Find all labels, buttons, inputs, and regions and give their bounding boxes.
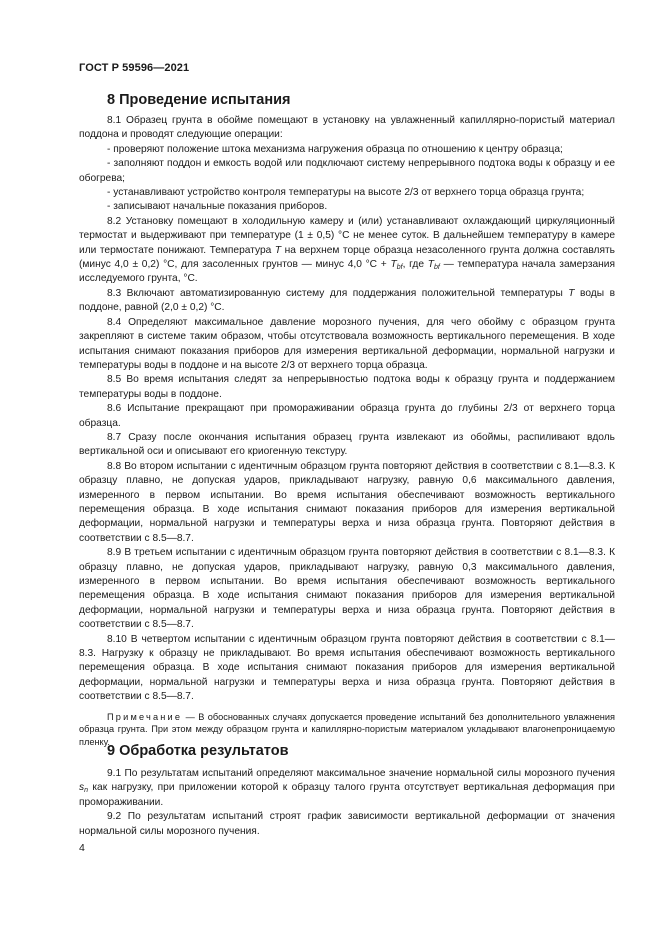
section-9-title: 9 Обработка результатов bbox=[107, 743, 289, 759]
text-run: — температура начала замерзания исследуемого грунта, °С. bbox=[79, 259, 616, 285]
section-8-title: 8 Проведение испытания bbox=[107, 92, 291, 108]
paragraph-8-2 bbox=[79, 215, 615, 287]
paragraph-8-7: 8.7 Сразу после окончания испытания образец грунта извлекают из обоймы, распиливают вдоль вертикальной оси и описывают его криогенную текстуру. bbox=[79, 431, 615, 458]
document-header: ГОСТ Р 59596—2021 bbox=[79, 62, 190, 74]
subscript-bf: bf bbox=[434, 264, 440, 272]
paragraph-9-1 bbox=[79, 767, 615, 810]
paragraph-8-1: 8.1 Образец грунта в обойме помещают в установку на увлажненный капиллярно-пористый материал поддона и проводят следующие операции: bbox=[79, 115, 615, 141]
text-run: 8.3 Включают автоматизированную систему для поддержания положительной температуры bbox=[107, 287, 569, 299]
text-run: воды в поддоне, равной (2,0 ± 0,2) °С. bbox=[79, 287, 615, 314]
list-item: - записывают начальные показания приборов. bbox=[107, 201, 328, 213]
list-item: - заполняют поддон и емкость водой или подключают систему непрерывного подтока воды к образцу и ее обогрева; bbox=[79, 158, 615, 184]
section-8-body bbox=[79, 114, 615, 748]
list-item: - устанавливают устройство контроля температуры на высоте 2/3 от верхнего торца образца грунта; bbox=[107, 187, 585, 199]
text-run: как нагрузку, при приложении которой к образцу талого грунта отсутствует вертикальная деформация при промораживании. bbox=[79, 782, 615, 808]
section-9-body bbox=[79, 767, 615, 839]
text-run: 8.2 Установку помещают в холодильную камеру и (или) устанавливают охлаждающий циркуляционный термостат и выдерживают при температуре (1 ± 0,5) °С не менее суток. В дальнейшем температуру в камере или термостате понижают. Температура bbox=[79, 215, 615, 256]
text-run: 9.1 По результатам испытаний определяют максимальное значение нормальной силы морозного пучения bbox=[107, 768, 615, 779]
paragraph-8-8: 8.8 Во втором испытании с идентичным образцом грунта повторяют действия в соответствии с 8.1—8.3. К образцу плавно, не допуская ударов, прикладывают нагрузку, равную 0,6 максимального давления, измеренного в первом испытании. Во время испытания обеспечивают возможность вертикального перемещения образца. В ходе испытания снимают показания приборов для измерения вертикальной деформации, нормальной нагрузки и температуры верха и низа образца грунта. Повторяют действия в соответствии с 8.5—8.7. bbox=[79, 460, 615, 544]
variable-T: Т bbox=[274, 244, 282, 256]
paragraph-8-3 bbox=[79, 287, 615, 316]
text-run: на верхнем торце образца незасоленного грунта должна составлять (минус 4,0 ± 0,2) °С, для засоленных грунтов — минус 4,0 °С + bbox=[79, 244, 615, 271]
paragraph-9-2: 9.2 По результатам испытаний строят график зависимости вертикальной деформации от значения нормальной силы морозного пучения. bbox=[79, 811, 615, 837]
subscript-n: n bbox=[84, 787, 88, 795]
paragraph-8-9: 8.9 В третьем испытании с идентичным образцом грунта повторяют действия в соответствии с 8.1—8.3. К образцу плавно, не допуская ударов, прикладывают нагрузку, равную 0,3 максимального давления, измеренного в первом испытании. Во время испытания обеспечивают возможность вертикального перемещения образца. В ходе испытания снимают показания приборов для измерения вертикальной деформации, нормальной нагрузки и температуры верха и низа образца грунта. Повторяют действия в соответствии с 8.5—8.7. bbox=[79, 547, 615, 631]
variable-T: Т bbox=[568, 287, 575, 299]
note-label: Примечание bbox=[107, 711, 183, 722]
page-number: 4 bbox=[79, 842, 85, 854]
paragraph-8-5: 8.5 Во время испытания следят за непрерывностью подтока воды к образцу грунта и поддержанием температуры воды в поддоне. bbox=[79, 374, 615, 400]
paragraph-8-10: 8.10 В четвертом испытании с идентичным образцом грунта повторяют действия в соответствии с 8.1—8.3. Нагрузку к образцу не прикладывают. Во время испытания обеспечивают возможность вертикального перемещения образца. В ходе испытания снимают показания приборов для измерения вертикальной деформации, нормальной нагрузки и температуры верха и низа образца грунта. Повторяют действия в соответствии с 8.5—8.7. bbox=[79, 633, 615, 703]
text-run: , где bbox=[402, 259, 428, 271]
paragraph-8-4: 8.4 Определяют максимальное давление морозного пучения, для чего обойму с образцом грунта закрепляют в системе таким образом, чтобы отсутствовала возможность вертикального перемещения. В ходе испытания снимают показания приборов для измерения вертикальной деформации, нормальной нагрузки и температуры воды в поддоне и на высоте 2/3 от верхнего торца образца. bbox=[79, 316, 615, 371]
list-item: - проверяют положение штока механизма нагружения образца по отношению к центру образца; bbox=[107, 143, 563, 155]
paragraph-8-6: 8.6 Испытание прекращают при промораживании образца грунта до глубины 2/3 от верхнего торца образца. bbox=[79, 403, 615, 429]
variable-s: s bbox=[79, 782, 85, 794]
variable-Tbf: Т bbox=[390, 259, 397, 271]
note-text: — В обоснованных случаях допускается проведение испытаний без дополнительного увлажнения образца грунта. При этом между образцом грунта и капиллярно-пористым материалом укладывают влагонепроницаемую пленку. bbox=[79, 711, 615, 747]
variable-Tbf: Т bbox=[427, 259, 434, 271]
subscript-bf: bf bbox=[396, 264, 403, 272]
